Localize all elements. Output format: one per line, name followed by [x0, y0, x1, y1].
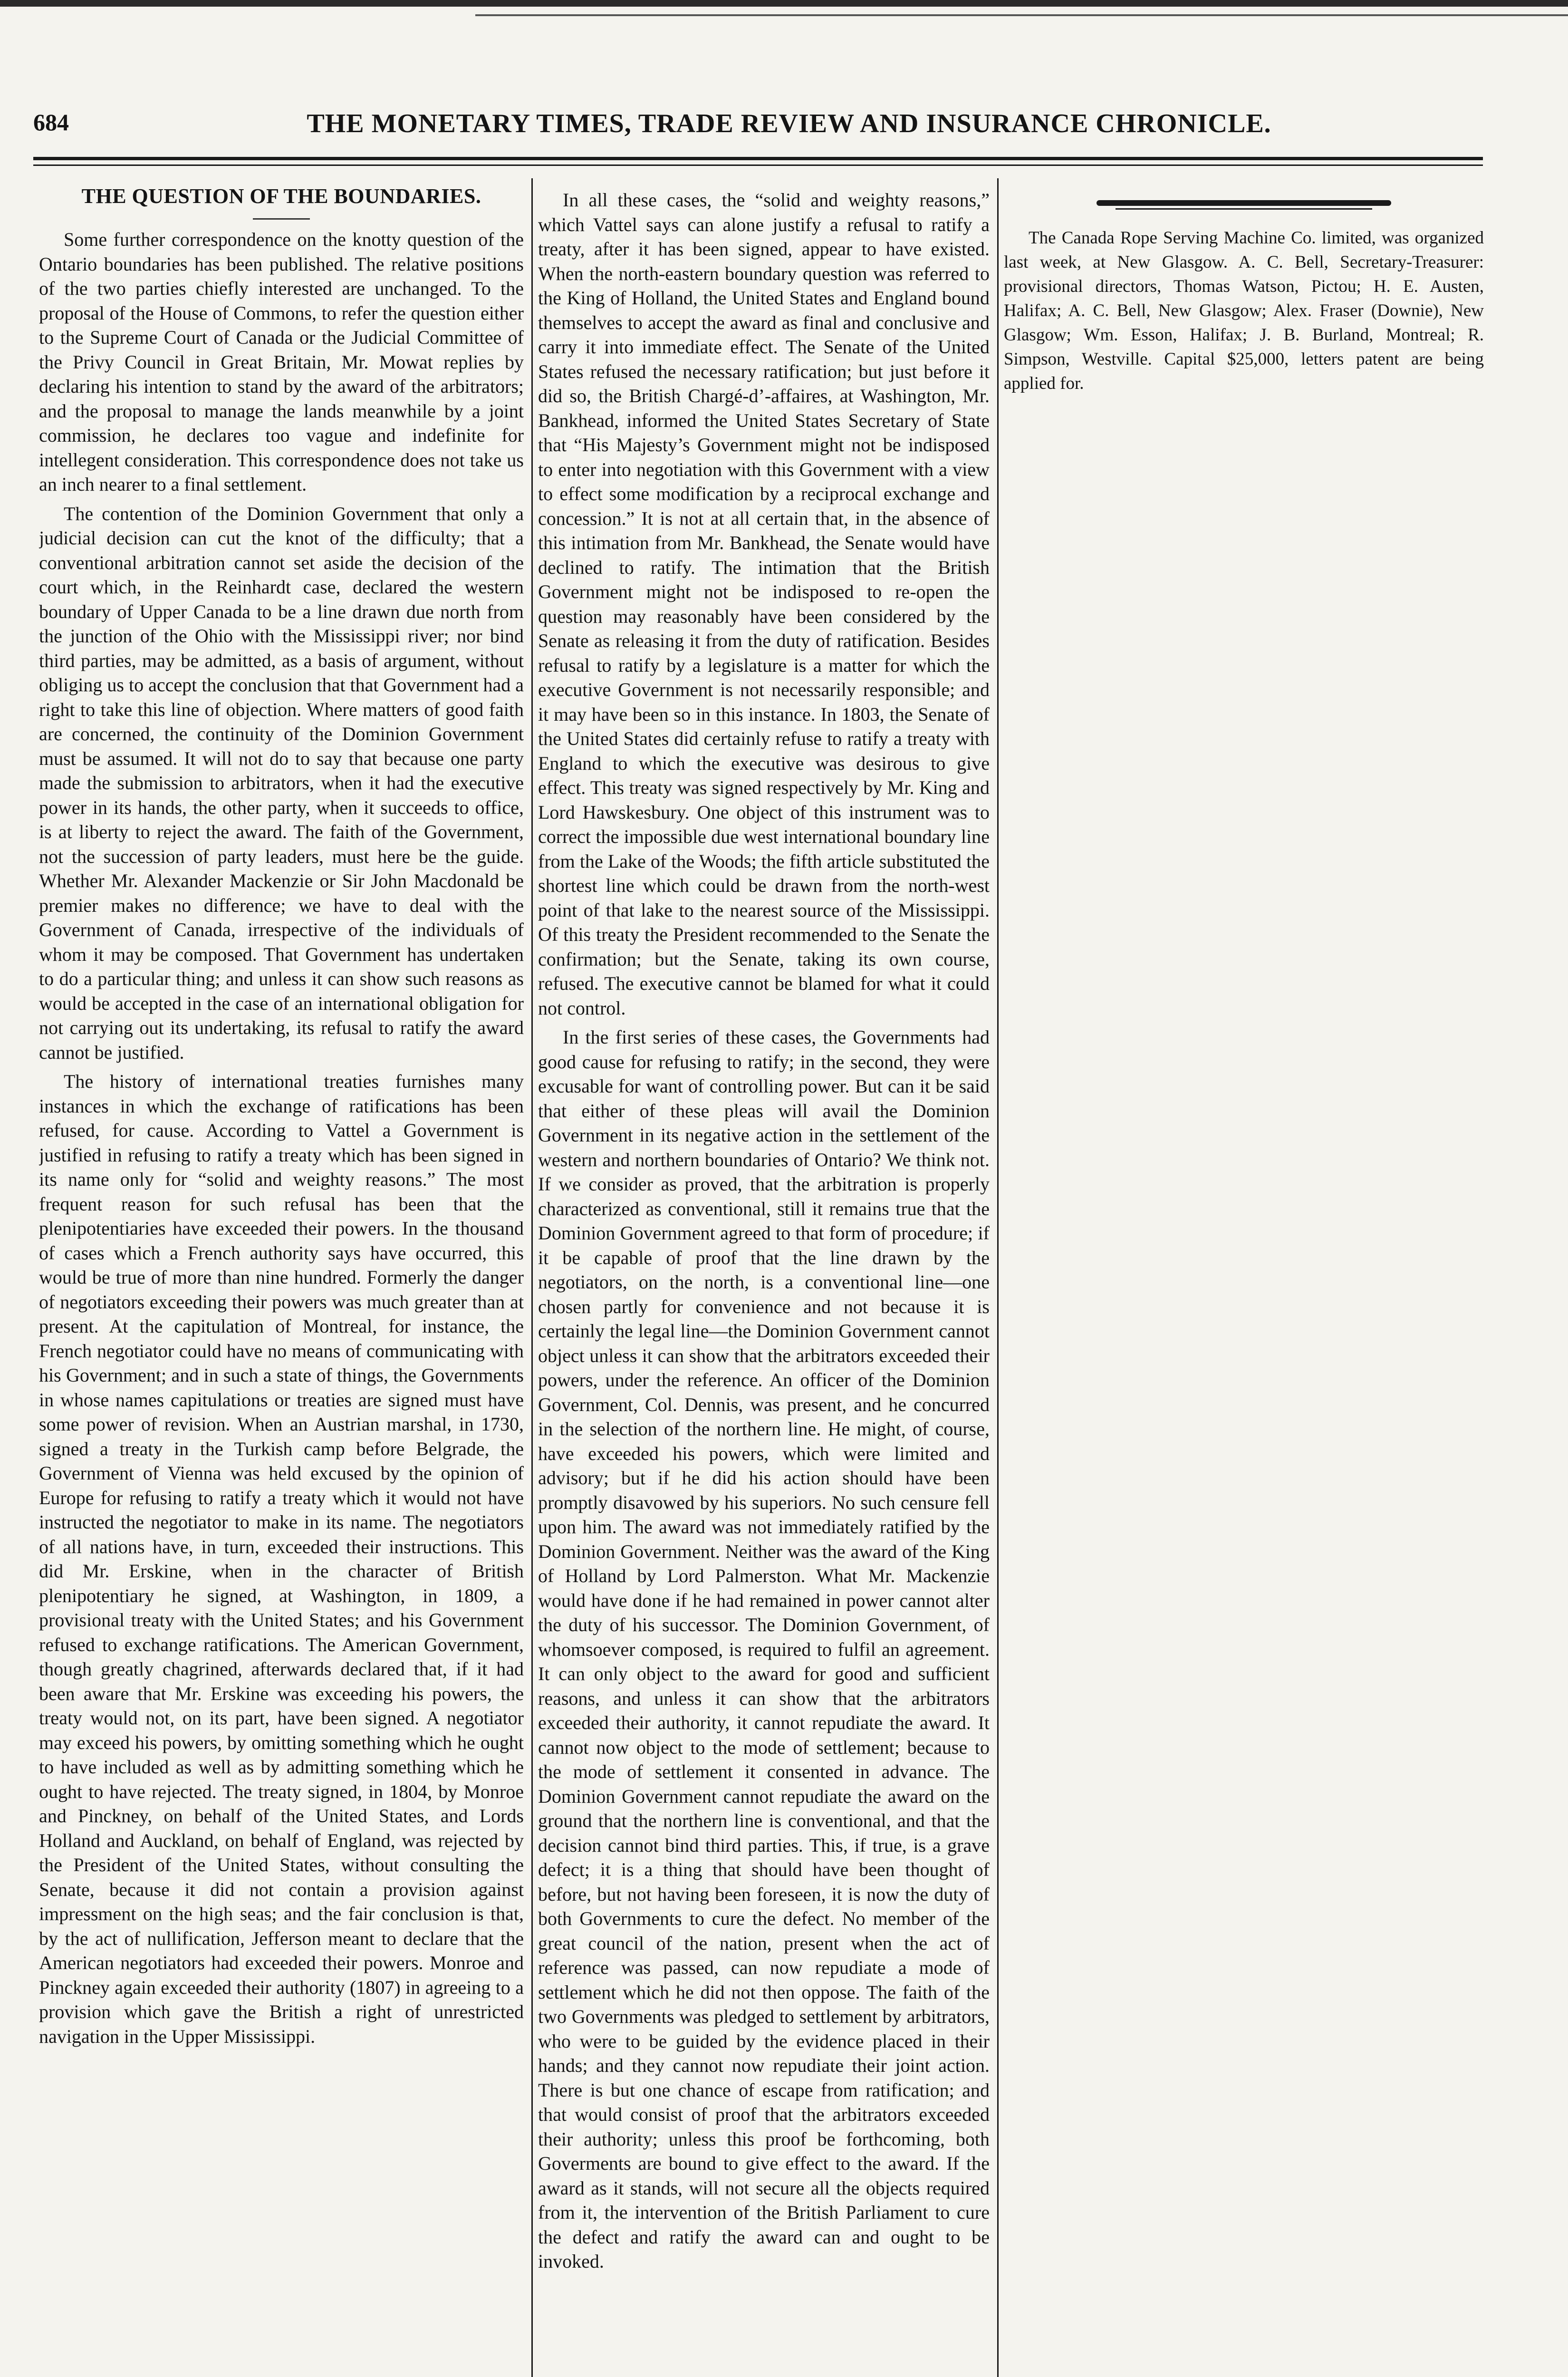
column-divider-1 [531, 178, 533, 2377]
article-paragraph-5: In the first series of these cases, the Governments had good cause for refusing to ratify; in the second, they were excusable for want of controlling power. But can it be said that either of these pleas will avail the Dominion Government in its negative action in the settlement of the western and northern boundaries of Ontario? We think not. If we consider as proved, that the arbitration is properly characterized as conventional, still it remains true that the Dominion Government agreed to that form of procedure; if it be capable of proof that the line drawn by the negotiators, on the north, is a conventional line—one chosen partly for convenience and not because it is certainly the legal line—the Dominion Government cannot object unless it can show that the arbitrators exceeded their powers, under the reference. An officer of the Dominion Government, Col. Dennis, was present, and he concurred in the selection of the northern line. He might, of course, have exceeded his powers, which were limited and advisory; but if he did his action should have been promptly disavowed by his superiors. No such censure fell upon him. The award was not immediately ratified by the Dominion Government. Neither was the award of the King of Holland by Lord Palmerston. What Mr. Mackenzie would have done if he had remained in power cannot alter the duty of his successor. The Dominion Government, of whomsoever composed, is required to fulfil an agreement. It can only object to the award for good and sufficient reasons, and unless it can show that the arbitrators exceeded their authority, it cannot repudiate the award. It cannot now object to the mode of settlement; because to the mode of settlement it consented in advance. The Dominion Government cannot repudiate the award on the ground that the northern line is conventional, and that the decision cannot bind third parties. This, if true, is a grave defect; it is a thing that should have been thought of before, but not having been foreseen, it is now the duty of both Governments to cure the defect. No member of the great council of the nation, present when the act of reference was passed, can now repudiate a mode of settlement which he did not then oppose. The faith of the two Governments was pledged to settlement by arbitrators, who were to be guided by the evidence placed in their hands; and they cannot now repudiate their joint action. There is but one chance of escape from ratification; and that would consist of proof that the arbitrators exceeded their authority; unless this proof be forthcoming, both Goverments are bound to give effect to the award. If the award as it stands, will not secure all the objects required from it, the intervention of the British Parliament to cure the defect and ratify the award can and ought to be invoked. [538, 1026, 990, 2272]
running-head-title: THE MONETARY TIMES, TRADE REVIEW AND INSURANCE CHRONICLE. [307, 109, 1271, 138]
header-rule-thin [33, 164, 1483, 166]
article-title: THE QUESTION OF THE BOUNDARIES. [81, 184, 481, 208]
article-paragraph-3: The history of international treaties furnishes many instances in which the exchange of ratifications has been refused, for cause. According to Vattel a Government is justified in refusing to ratify a treaty which has been signed in its name only for “solid and weighty reasons.” The most frequent reason for such refusal has been that the plenipotentiaries have exceeded their powers. In the thousand of cases which a French authority says have occurred, this would be true of more than nine hundred. Formerly the danger of negotiators exceeding their powers was much greater than at present. At the capitulation of Montreal, for instance, the French negotiator could have no means of communicating with his Government; and in such a state of things, the Governments in whose names capitulations or treaties are signed must have some power of revision. When an Austrian marshal, in 1730, signed a treaty in the Turkish camp before Belgrade, the Government of Vienna was held excused by the opinion of Europe for refusing to ratify a treaty which it would not have instructed the negotiator to make in its name. The negotiators of all nations have, in turn, exceeded their instructions. This did Mr. Erskine, when in the character of British plenipotentiary he signed, at Washington, in 1809, a provisional treaty with the United States; and his Government refused to exchange ratifications. The American Government, though greatly chagrined, afterwards declared that, if it had been aware that Mr. Erskine was exceeding his powers, the treaty would not, on its part, have been signed. A negotiator may exceed his powers, by omitting something which he ought to have included as well as by admitting something which he ought to have rejected. The treaty signed, in 1804, by Monroe and Pinckney, on behalf of the United States, and Lords Holland and Auckland, on behalf of England, was rejected by the President of the United States, without consulting the Senate, because it did not contain a provision against impressment on the high seas; and the fair conclusion is that, by the act of nullification, Jefferson meant to declare that the American negotiators had exceeded their powers. Monroe and Pinckney again exceeded their authority (1807) in agreeing to a provision which gave the British a right of unrestricted navigation in the Upper Mississippi. [39, 1071, 524, 2047]
column-3 [1004, 183, 1484, 2377]
top-edge-rule [0, 0, 1568, 7]
article-paragraph-2: The contention of the Dominion Government that only a judicial decision can cut the knot of the difficulty; that a conventional arbitration cannot set aside the decision of the court which, in the Reinhardt case, declared the western boundary of Upper Canada to be a line drawn due north from the junction of the Ohio with the Mississippi river; nor bind third parties, may be admitted, as a basis of argument, without obliging us to accept the conclusion that that Government had a right to take this line of objection. Where matters of good faith are concerned, the continuity of the Dominion Government must be assumed. It will not do to say that because one party made the submission to arbitrators, when it had the executive power in its hands, the other party, when it succeeds to office, is at liberty to reject the award. The faith of the Government, not the succession of party leaders, must here be the guide. Whether Mr. Alexander Mackenzie or Sir John Macdonald be premier makes no difference; we have to deal with the Government of Canada, irrespective of the individuals of whom it may be composed. That Government has undertaken to do a particular thing; and unless it can show such reasons as would be accepted in the case of an international obligation for not carrying out its undertaking, its refusal to ratify the award cannot be justified. [39, 502, 524, 1063]
article-paragraph-1: Some further correspondence on the knotty question of the Ontario boundaries has been published. The relative positions of the two parties chiefly interested are unchanged. To the proposal of the House of Commons, to refer the question either to the Supreme Court of Canada or the Judicial Committee of the Privy Council in Great Britain, Mr. Mowat replies by declaring his intention to stand by the award of the arbitrators; and the proposal to manage the lands meanwhile by a joint commission, he declares too vague and indefinite for intellegent consideration. This correspondence does not take us an inch nearer to a final settlement. [39, 229, 524, 495]
header-rule-thick [33, 157, 1483, 160]
section-ornament-rule [1097, 195, 1391, 212]
article-paragraph-4: In all these cases, the “solid and weighty reasons,” which Vattel says can alone justify a refusal to ratify a treaty, after it has been signed, appear to have existed. When the north-eastern boundary question was referred to the King of Holland, the United States and England bound themselves to accept the award as final and conclusive and carry it into immediate effect. The Senate of the United States refused the necessary ratification; but just before it did so, the British Chargé-d’-affaires, at Washington, Mr. Bankhead, informed the United States Secretary of State that “His Majesty’s Government might not be indisposed to enter into negotiation with this Government with a view to effect some modification by a reciprocal exchange and concession.” It is not at all certain that, in the absence of this intimation from Mr. Bankhead, the Senate would have declined to ratify. The intimation that the British Government might not be indisposed to re-open the question may reasonably have been considered by the Senate as releasing it from the duty of ratification. Besides refusal to ratify by a legislature is a matter for which the executive Government is not necessarily responsible; and it may have been so in this instance. In 1803, the Senate of the United States did certainly refuse to ratify a treaty with England to which the executive was desirous to give effect. This treaty was signed respectively by Mr. King and Lord Hawskesbury. One object of this instrument was to correct the impossible due west international boundary line from the Lake of the Woods; the fifth article substituted the shortest line which could be drawn from the north-west point of that lake to the nearest source of the Mississippi. Of this treaty the President recommended to the Senate the confirmation; but the Senate, taking its own course, refused. The executive cannot be blamed for what it could not control. [538, 189, 990, 1019]
title-rule [253, 218, 310, 220]
page-header [33, 108, 1535, 146]
page-number: 684 [33, 109, 69, 135]
company-notice-text: The Canada Rope Serving Machine Co. limited, was organized last week, at New Glasgow. A. C. Bell, Secretary-Treasurer: provisional directors, Thomas Watson, Pictou; H. E. Austen, Halifax; A. C. Bell, New Glasgow; Alex. Fraser (Downie), New Glasgow; Wm. Esson, Halifax; J. B. Burland, Montreal; R. Simpson, Westville. Capital $25,000, letters patent are being applied for. [1004, 228, 1484, 393]
column-1 [39, 183, 524, 2377]
company-notice [1004, 226, 1484, 396]
column-divider-2 [997, 178, 999, 2377]
top-edge-rule-secondary [475, 14, 1568, 16]
column-2 [538, 183, 990, 2377]
